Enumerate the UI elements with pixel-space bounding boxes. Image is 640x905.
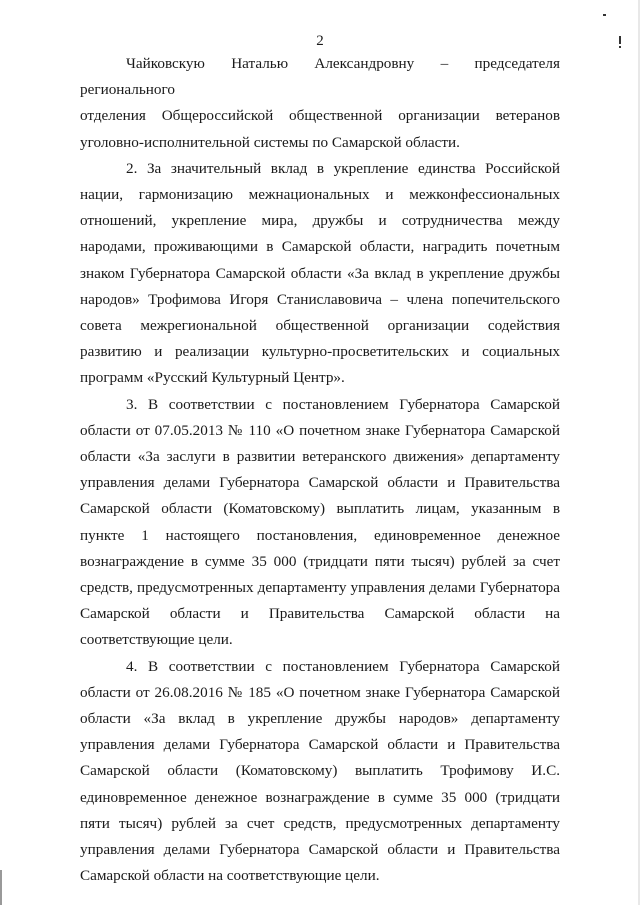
scan-artifact	[0, 870, 2, 905]
paragraph-1-continuation: отделения Общероссийской общественной организации ветеранов уголовно-исполнительной системы по Самарской области.	[80, 107, 560, 151]
document-body	[80, 51, 560, 890]
scan-artifact	[619, 46, 621, 48]
paragraph-4: 4. В соответствии с постановлением Губернатора Самарской области от 26.08.2016 № 185 «О почетном знаке Губернатора Самарской области «За вклад в укрепление дружбы народов» департаменту управления делами Губернатора Самарской области и Правительства Самарской области (Коматовскому) выплатить Трофимову И.С. единовременное денежное вознаграждение в сумме 35 000 (тридцати пяти тысяч) рублей за счет средств, предусмотренных департаменту управления делами Губернатора Самарской области и Правительства Самарской области на соответствующие цели.	[80, 657, 560, 885]
scan-artifact	[619, 36, 621, 44]
paragraph-3: 3. В соответствии с постановлением Губернатора Самарской области от 07.05.2013 № 110 «О почетном знаке Губернатора Самарской области «За заслуги в развитии ветеранского движения» департаменту управления делами Губернатора Самарской области и Правительства Самарской области (Коматовскому) выплатить лицам, указанным в пункте 1 настоящего постановления, единовременное денежное вознаграждение в сумме 35 000 (тридцати пяти тысяч) рублей за счет средств, предусмотренных департаменту управления делами Губернатора Самарской области и Правительства Самарской области на соответствующие цели.	[80, 395, 560, 649]
paragraph-2: 2. За значительный вклад в укрепление единства Российской нации, гармонизацию межнациональных и межконфессиональных отношений, укрепление мира, дружбы и сотрудничества между народами, проживающими в Самарской области, наградить почетным знаком Губернатора Самарской области «За вклад в укрепление дружбы народов» Трофимова Игоря Станиславовича – члена попечительского совета межрегиональной общественной организации содействия развитию и реализации культурно-просветительских и социальных программ «Русский Культурный Центр».	[80, 159, 560, 387]
paragraph-1-lead: Чайковскую Наталью Александровну – председателя регионального	[80, 55, 560, 99]
scan-artifact	[603, 14, 606, 16]
page-number: 2	[316, 33, 324, 49]
